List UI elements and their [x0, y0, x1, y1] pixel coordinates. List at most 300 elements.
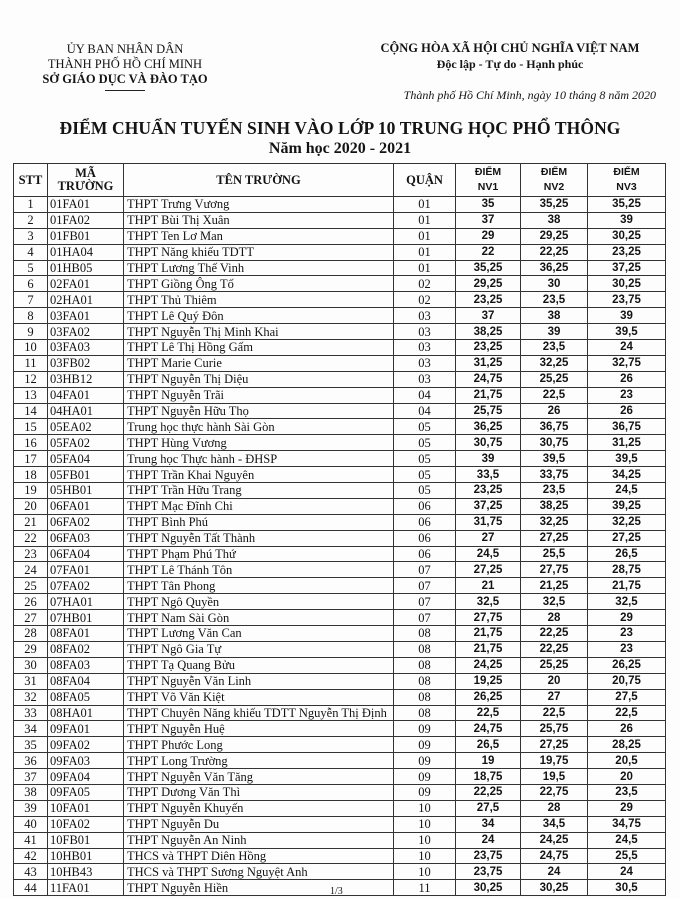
- school-name: THPT Trần Khai Nguyên: [124, 467, 394, 483]
- row-stt: 10: [14, 340, 48, 356]
- row-stt: 34: [14, 721, 48, 737]
- row-stt: 24: [14, 562, 48, 578]
- table-row: [14, 689, 666, 705]
- score-nv1: 34: [456, 816, 521, 832]
- district: 10: [394, 816, 456, 832]
- district: 05: [394, 435, 456, 451]
- score-nv3: 23: [588, 626, 666, 642]
- score-nv3: 34,75: [588, 816, 666, 832]
- score-nv1: 33,5: [456, 467, 521, 483]
- table-row: [14, 483, 666, 499]
- score-nv1: 19,25: [456, 673, 521, 689]
- table-row: [14, 308, 666, 324]
- score-nv3: 32,25: [588, 514, 666, 530]
- score-nv2: 39: [521, 324, 588, 340]
- school-name: THPT Bùi Thị Xuân: [124, 212, 394, 228]
- score-nv1: 39: [456, 451, 521, 467]
- school-code: 05FA02: [48, 435, 124, 451]
- school-name: THPT Trưng Vương: [124, 197, 394, 213]
- table-row: [14, 832, 666, 848]
- school-code: 06FA01: [48, 498, 124, 514]
- school-code: 07FA01: [48, 562, 124, 578]
- score-nv3: 24: [588, 340, 666, 356]
- school-name: THPT Tân Phong: [124, 578, 394, 594]
- school-code: 05HB01: [48, 483, 124, 499]
- row-stt: 32: [14, 689, 48, 705]
- district: 11: [394, 880, 456, 896]
- row-stt: 25: [14, 578, 48, 594]
- school-code: 03HB12: [48, 371, 124, 387]
- score-nv3: 25,5: [588, 848, 666, 864]
- table-row: [14, 340, 666, 356]
- district: 06: [394, 514, 456, 530]
- score-nv2: 22,25: [521, 641, 588, 657]
- school-name: THCS và THPT Sương Nguyệt Anh: [124, 864, 394, 880]
- score-nv3: 28,75: [588, 562, 666, 578]
- district: 03: [394, 308, 456, 324]
- row-stt: 42: [14, 848, 48, 864]
- school-code: 05EA02: [48, 419, 124, 435]
- score-nv1: 23,25: [456, 340, 521, 356]
- score-nv2: 23,5: [521, 292, 588, 308]
- school-code: 01HA04: [48, 244, 124, 260]
- score-nv1: 38,25: [456, 324, 521, 340]
- school-code: 10HB43: [48, 864, 124, 880]
- district: 10: [394, 832, 456, 848]
- score-nv2: 39,5: [521, 451, 588, 467]
- authority-line-2: THÀNH PHỐ HỒ CHÍ MINH: [47, 57, 203, 71]
- divider: [105, 90, 145, 91]
- school-code: 05FB01: [48, 467, 124, 483]
- score-nv3: 27,25: [588, 530, 666, 546]
- school-name: THPT Lê Quý Đôn: [124, 308, 394, 324]
- school-code: 06FA04: [48, 546, 124, 562]
- table-row: [14, 228, 666, 244]
- district: 02: [394, 292, 456, 308]
- school-name: THPT Võ Văn Kiệt: [124, 689, 394, 705]
- row-stt: 28: [14, 626, 48, 642]
- row-stt: 22: [14, 530, 48, 546]
- table-row: [14, 530, 666, 546]
- score-nv1: 22,5: [456, 705, 521, 721]
- row-stt: 21: [14, 514, 48, 530]
- table-row: [14, 641, 666, 657]
- score-nv2: 27,25: [521, 737, 588, 753]
- district: 09: [394, 737, 456, 753]
- school-code: 03FB02: [48, 355, 124, 371]
- score-nv1: 21,75: [456, 626, 521, 642]
- score-nv1: 24,75: [456, 721, 521, 737]
- school-name: THPT Hùng Vương: [124, 435, 394, 451]
- table-row: [14, 546, 666, 562]
- school-name: Trung học thực hành Sài Gòn: [124, 419, 394, 435]
- score-nv2: 25,25: [521, 657, 588, 673]
- school-code: 04FA01: [48, 387, 124, 403]
- score-nv3: 39,5: [588, 451, 666, 467]
- table-row: [14, 594, 666, 610]
- score-nv2: 38: [521, 308, 588, 324]
- row-stt: 23: [14, 546, 48, 562]
- school-code: 10HB01: [48, 848, 124, 864]
- school-name: THPT Lương Thế Vinh: [124, 260, 394, 276]
- district: 06: [394, 546, 456, 562]
- school-name: THPT Trần Hữu Trang: [124, 483, 394, 499]
- school-name: THPT Thủ Thiêm: [124, 292, 394, 308]
- row-stt: 44: [14, 880, 48, 896]
- score-nv3: 31,25: [588, 435, 666, 451]
- district: 07: [394, 610, 456, 626]
- row-stt: 17: [14, 451, 48, 467]
- table-row: [14, 260, 666, 276]
- score-nv1: 36,25: [456, 419, 521, 435]
- table-row: [14, 355, 666, 371]
- score-nv2: 25,75: [521, 721, 588, 737]
- district: 09: [394, 769, 456, 785]
- col-header-code: MÃ TRƯỜNG: [48, 164, 124, 197]
- school-name: THPT Nguyễn An Ninh: [124, 832, 394, 848]
- row-stt: 7: [14, 292, 48, 308]
- country-name: CỘNG HÒA XÃ HỘI CHỦ NGHĨA VIỆT NAM: [380, 41, 640, 55]
- table-row: [14, 197, 666, 213]
- row-stt: 11: [14, 355, 48, 371]
- score-nv2: 19,5: [521, 769, 588, 785]
- score-nv1: 23,25: [456, 483, 521, 499]
- row-stt: 15: [14, 419, 48, 435]
- district: 05: [394, 483, 456, 499]
- score-nv3: 20: [588, 769, 666, 785]
- row-stt: 31: [14, 673, 48, 689]
- school-code: 09FA04: [48, 769, 124, 785]
- score-nv2: 34,5: [521, 816, 588, 832]
- table-row: [14, 324, 666, 340]
- score-nv3: 23: [588, 387, 666, 403]
- school-code: 03FA03: [48, 340, 124, 356]
- score-nv1: 35: [456, 197, 521, 213]
- score-nv2: 32,5: [521, 594, 588, 610]
- school-name: THPT Nguyễn Hữu Thọ: [124, 403, 394, 419]
- table-row: [14, 610, 666, 626]
- row-stt: 19: [14, 483, 48, 499]
- district: 08: [394, 641, 456, 657]
- table-row: [14, 578, 666, 594]
- school-code: 08HA01: [48, 705, 124, 721]
- score-nv1: 24,5: [456, 546, 521, 562]
- col-header-nv1: ĐIỂM NV1: [456, 164, 521, 197]
- score-nv2: 21,25: [521, 578, 588, 594]
- school-code: 01FA01: [48, 197, 124, 213]
- score-nv3: 30,25: [588, 276, 666, 292]
- school-name: THPT Nguyễn Khuyến: [124, 800, 394, 816]
- district: 10: [394, 800, 456, 816]
- school-code: 08FA05: [48, 689, 124, 705]
- row-stt: 4: [14, 244, 48, 260]
- table-row: [14, 514, 666, 530]
- row-stt: 1: [14, 197, 48, 213]
- score-nv2: 24,25: [521, 832, 588, 848]
- table-row: [14, 864, 666, 880]
- school-code: 10FB01: [48, 832, 124, 848]
- score-nv1: 29: [456, 228, 521, 244]
- score-nv1: 37: [456, 308, 521, 324]
- score-nv2: 25,25: [521, 371, 588, 387]
- score-nv1: 24,75: [456, 371, 521, 387]
- score-nv2: 22,25: [521, 244, 588, 260]
- score-nv3: 29: [588, 610, 666, 626]
- table-row: [14, 673, 666, 689]
- school-code: 07FA02: [48, 578, 124, 594]
- district: 01: [394, 260, 456, 276]
- score-nv3: 23,75: [588, 292, 666, 308]
- district: 02: [394, 276, 456, 292]
- school-code: 09FA01: [48, 721, 124, 737]
- row-stt: 20: [14, 498, 48, 514]
- score-nv1: 21: [456, 578, 521, 594]
- admission-scores-table: [13, 163, 666, 896]
- score-nv3: 26,25: [588, 657, 666, 673]
- school-name: THPT Marie Curie: [124, 355, 394, 371]
- table-row: [14, 467, 666, 483]
- row-stt: 38: [14, 784, 48, 800]
- school-name: THPT Nguyễn Văn Tăng: [124, 769, 394, 785]
- district: 09: [394, 753, 456, 769]
- table-row: [14, 292, 666, 308]
- district: 03: [394, 355, 456, 371]
- row-stt: 37: [14, 769, 48, 785]
- col-header-nv3: ĐIỂM NV3: [588, 164, 666, 197]
- school-code: 08FA03: [48, 657, 124, 673]
- table-row: [14, 848, 666, 864]
- table-row: [14, 657, 666, 673]
- district: 10: [394, 864, 456, 880]
- district: 08: [394, 657, 456, 673]
- score-nv2: 38,25: [521, 498, 588, 514]
- score-nv3: 26,5: [588, 546, 666, 562]
- table-row: [14, 419, 666, 435]
- score-nv3: 32,5: [588, 594, 666, 610]
- score-nv3: 37,25: [588, 260, 666, 276]
- table-row: [14, 435, 666, 451]
- school-name: THCS và THPT Diên Hồng: [124, 848, 394, 864]
- school-code: 08FA02: [48, 641, 124, 657]
- score-nv3: 32,75: [588, 355, 666, 371]
- school-code: 08FA04: [48, 673, 124, 689]
- score-nv2: 36,75: [521, 419, 588, 435]
- school-name: THPT Nguyễn Thị Minh Khai: [124, 324, 394, 340]
- score-nv2: 26: [521, 403, 588, 419]
- school-code: 03FA01: [48, 308, 124, 324]
- score-nv2: 33,75: [521, 467, 588, 483]
- score-nv1: 25,75: [456, 403, 521, 419]
- school-name: THPT Nguyễn Văn Linh: [124, 673, 394, 689]
- district: 09: [394, 784, 456, 800]
- table-row: [14, 800, 666, 816]
- table-row: [14, 626, 666, 642]
- document-date: Thành phố Hồ Chí Minh, ngày 10 tháng 8 năm 2020: [403, 88, 656, 102]
- col-header-nv2: ĐIỂM NV2: [521, 164, 588, 197]
- district: 04: [394, 387, 456, 403]
- score-nv2: 22,5: [521, 705, 588, 721]
- table-row: [14, 276, 666, 292]
- school-name: THPT Lê Thị Hồng Gấm: [124, 340, 394, 356]
- school-name: THPT Nguyễn Thị Diệu: [124, 371, 394, 387]
- page-number: 1/3: [330, 886, 343, 897]
- score-nv3: 34,25: [588, 467, 666, 483]
- score-nv3: 24,5: [588, 483, 666, 499]
- score-nv1: 27,25: [456, 562, 521, 578]
- score-nv3: 39: [588, 212, 666, 228]
- score-nv1: 29,25: [456, 276, 521, 292]
- score-nv1: 27: [456, 530, 521, 546]
- score-nv1: 37,25: [456, 498, 521, 514]
- score-nv2: 22,75: [521, 784, 588, 800]
- score-nv1: 22,25: [456, 784, 521, 800]
- score-nv1: 18,75: [456, 769, 521, 785]
- row-stt: 35: [14, 737, 48, 753]
- col-header-name: TÊN TRƯỜNG: [124, 164, 394, 197]
- school-code: 11FA01: [48, 880, 124, 896]
- school-name: THPT Bình Phú: [124, 514, 394, 530]
- score-nv3: 27,5: [588, 689, 666, 705]
- col-header-stt: STT: [14, 164, 48, 197]
- score-nv3: 39,25: [588, 498, 666, 514]
- score-nv3: 22,5: [588, 705, 666, 721]
- district: 01: [394, 244, 456, 260]
- school-name: THPT Phạm Phú Thứ: [124, 546, 394, 562]
- school-name: THPT Phước Long: [124, 737, 394, 753]
- score-nv2: 30: [521, 276, 588, 292]
- row-stt: 30: [14, 657, 48, 673]
- table-row: [14, 371, 666, 387]
- national-header: [360, 40, 660, 72]
- score-nv1: 31,25: [456, 355, 521, 371]
- school-code: 06FA02: [48, 514, 124, 530]
- table-row: [14, 498, 666, 514]
- school-name: THPT Ngô Quyền: [124, 594, 394, 610]
- district: 01: [394, 212, 456, 228]
- score-nv3: 26: [588, 371, 666, 387]
- score-nv1: 19: [456, 753, 521, 769]
- score-nv2: 23,5: [521, 340, 588, 356]
- score-nv3: 30,25: [588, 228, 666, 244]
- score-nv2: 28: [521, 610, 588, 626]
- row-stt: 6: [14, 276, 48, 292]
- school-name: THPT Nguyễn Du: [124, 816, 394, 832]
- school-code: 05FA04: [48, 451, 124, 467]
- table-row: [14, 784, 666, 800]
- school-code: 10FA02: [48, 816, 124, 832]
- district: 06: [394, 498, 456, 514]
- score-nv1: 23,75: [456, 848, 521, 864]
- district: 06: [394, 530, 456, 546]
- school-code: 04HA01: [48, 403, 124, 419]
- school-code: 09FA03: [48, 753, 124, 769]
- school-code: 03FA02: [48, 324, 124, 340]
- table-row: [14, 562, 666, 578]
- score-nv3: 29: [588, 800, 666, 816]
- school-code: 06FA03: [48, 530, 124, 546]
- row-stt: 29: [14, 641, 48, 657]
- district: 07: [394, 594, 456, 610]
- score-nv3: 23,5: [588, 784, 666, 800]
- score-nv3: 30,5: [588, 880, 666, 896]
- table-row: [14, 721, 666, 737]
- score-nv1: 30,75: [456, 435, 521, 451]
- score-nv1: 30,25: [456, 880, 521, 896]
- score-nv2: 24,75: [521, 848, 588, 864]
- score-nv2: 20: [521, 673, 588, 689]
- score-nv2: 22,5: [521, 387, 588, 403]
- school-name: THPT Dương Văn Thì: [124, 784, 394, 800]
- school-name: THPT Long Trường: [124, 753, 394, 769]
- school-name: THPT Nguyễn Hiền: [124, 880, 394, 896]
- score-nv3: 23,25: [588, 244, 666, 260]
- school-name: THPT Nguyễn Huệ: [124, 721, 394, 737]
- score-nv3: 39: [588, 308, 666, 324]
- district: 03: [394, 324, 456, 340]
- score-nv2: 27,75: [521, 562, 588, 578]
- district: 05: [394, 419, 456, 435]
- score-nv1: 27,5: [456, 800, 521, 816]
- row-stt: 3: [14, 228, 48, 244]
- score-nv1: 35,25: [456, 260, 521, 276]
- score-nv1: 26,5: [456, 737, 521, 753]
- school-name: THPT Lê Thánh Tôn: [124, 562, 394, 578]
- row-stt: 36: [14, 753, 48, 769]
- row-stt: 13: [14, 387, 48, 403]
- district: 08: [394, 705, 456, 721]
- district: 09: [394, 721, 456, 737]
- school-code: 10FA01: [48, 800, 124, 816]
- school-name: THPT Ten Lơ Man: [124, 228, 394, 244]
- score-nv2: 30,75: [521, 435, 588, 451]
- row-stt: 14: [14, 403, 48, 419]
- authority-line-1: ỦY BAN NHÂN DÂN: [66, 42, 184, 56]
- issuing-authority: [30, 42, 220, 91]
- score-nv1: 32,5: [456, 594, 521, 610]
- school-name: THPT Năng khiếu TDTT: [124, 244, 394, 260]
- district: 05: [394, 467, 456, 483]
- district: 05: [394, 451, 456, 467]
- school-name: THPT Nguyễn Tất Thành: [124, 530, 394, 546]
- score-nv2: 24: [521, 864, 588, 880]
- score-nv2: 35,25: [521, 197, 588, 213]
- school-code: 08FA01: [48, 626, 124, 642]
- district: 07: [394, 578, 456, 594]
- district: 08: [394, 626, 456, 642]
- row-stt: 26: [14, 594, 48, 610]
- district: 01: [394, 197, 456, 213]
- school-code: 09FA05: [48, 784, 124, 800]
- score-nv2: 29,25: [521, 228, 588, 244]
- score-nv2: 27: [521, 689, 588, 705]
- score-nv2: 27,25: [521, 530, 588, 546]
- score-nv3: 24: [588, 864, 666, 880]
- table-row: [14, 403, 666, 419]
- row-stt: 27: [14, 610, 48, 626]
- district: 03: [394, 371, 456, 387]
- score-nv2: 25,5: [521, 546, 588, 562]
- score-nv2: 23,5: [521, 483, 588, 499]
- score-nv2: 38: [521, 212, 588, 228]
- score-nv1: 37: [456, 212, 521, 228]
- table-row: [14, 769, 666, 785]
- row-stt: 43: [14, 864, 48, 880]
- score-nv1: 23,75: [456, 864, 521, 880]
- school-name: THPT Ngô Gia Tự: [124, 641, 394, 657]
- national-motto: Độc lập - Tự do - Hạnh phúc: [436, 57, 584, 71]
- score-nv3: 20,5: [588, 753, 666, 769]
- district: 01: [394, 228, 456, 244]
